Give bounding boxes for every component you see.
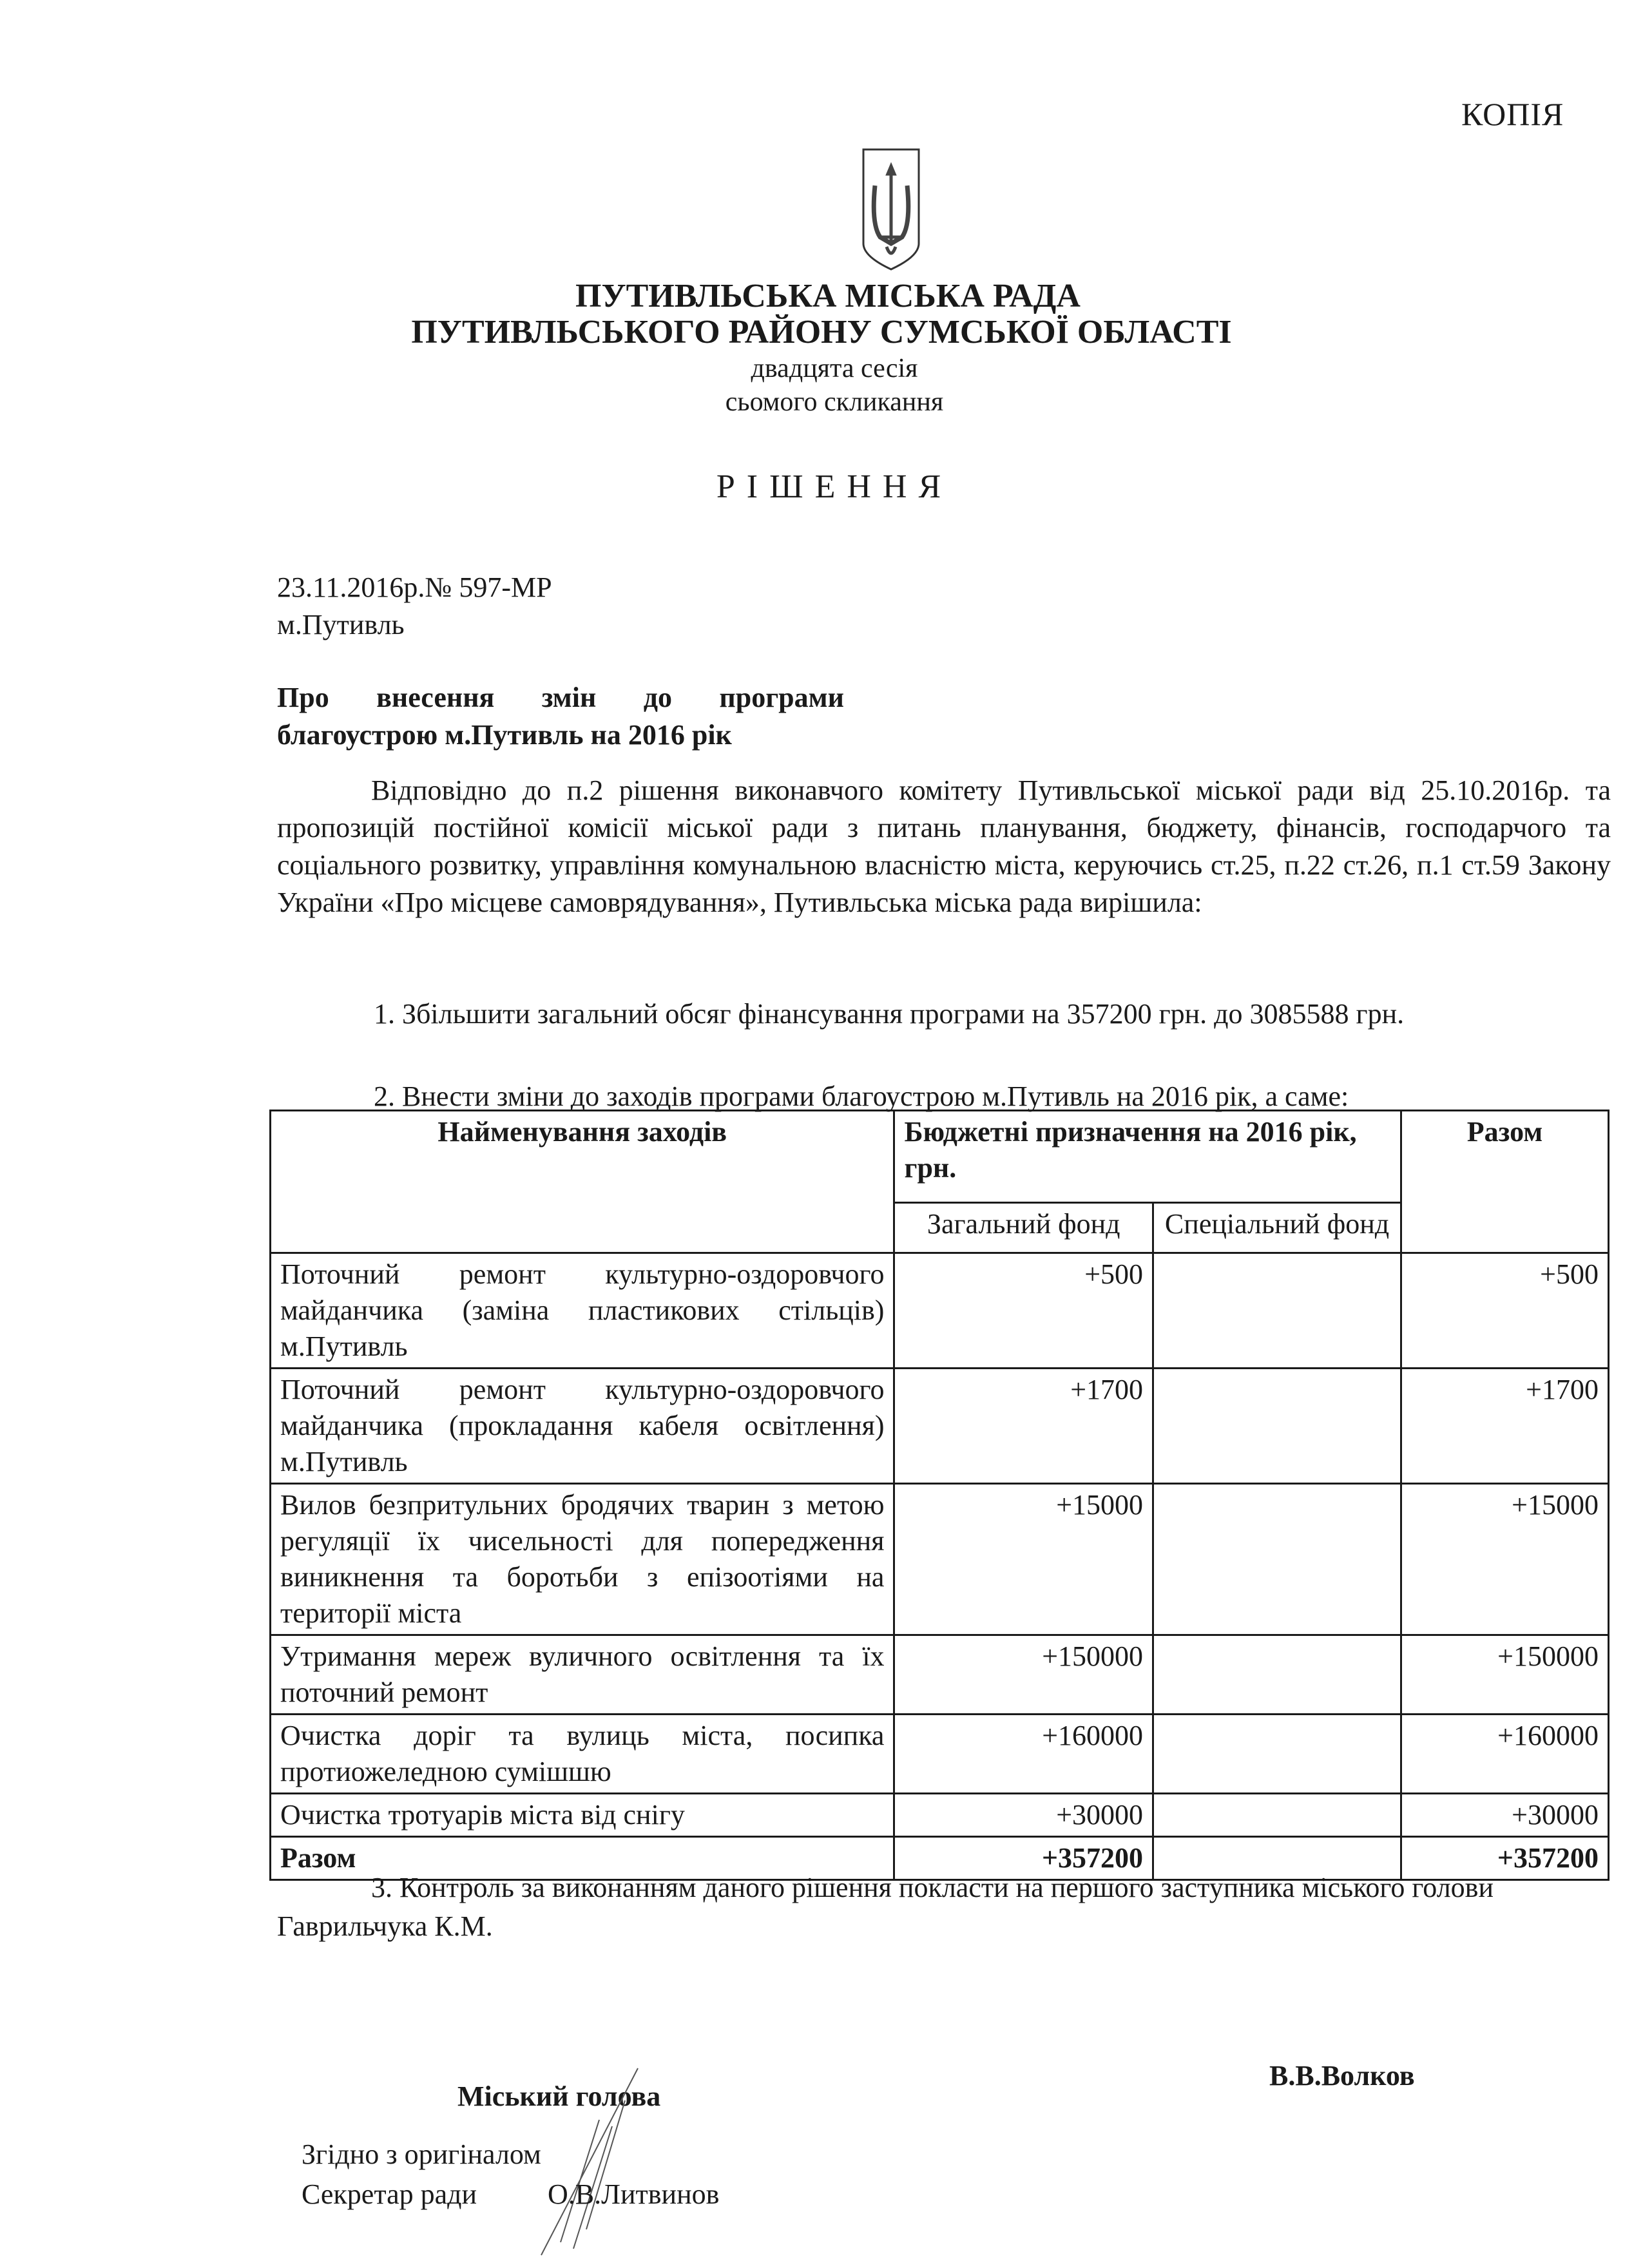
total-total: +357200	[1401, 1837, 1609, 1880]
decision-item-2: 2. Внести зміни до заходів програми благоустрою м.Путивль на 2016 рік, а саме:	[374, 1081, 1349, 1112]
table-row	[271, 1253, 1609, 1369]
copy-mark: КОПІЯ	[1461, 96, 1564, 132]
certified-copy-note: Згідно з оригіналом	[302, 2138, 541, 2170]
header-total: Разом	[1401, 1111, 1609, 1253]
subject-word: змін	[541, 682, 597, 713]
convocation: сьомого скликання	[725, 387, 944, 417]
table-row	[271, 1794, 1609, 1837]
document-type-title: РІШЕННЯ	[716, 468, 953, 505]
header-name: Найменування заходів	[271, 1111, 894, 1253]
header-special-fund: Спеціальний фонд	[1153, 1203, 1401, 1253]
city: м.Путивль	[277, 609, 405, 640]
ukraine-trident-emblem-icon	[861, 147, 921, 272]
row-general: +30000	[894, 1794, 1153, 1837]
row-special	[1153, 1794, 1401, 1837]
secretary-name: О.В.Литвинов	[548, 2178, 720, 2210]
row-special	[1153, 1484, 1401, 1635]
header-budget: Бюджетні призначення на 2016 рік, грн.	[894, 1111, 1401, 1203]
row-total: +1700	[1401, 1369, 1609, 1484]
decision-subject	[277, 679, 844, 754]
subject-word: програми	[719, 682, 844, 713]
header-general-fund: Загальний фонд	[894, 1203, 1153, 1253]
decision-item-1: 1. Збільшити загальний обсяг фінансування програми на 357200 грн. до 3085588 грн.	[374, 998, 1405, 1030]
row-total: +15000	[1401, 1484, 1609, 1635]
row-special	[1153, 1635, 1401, 1715]
row-special	[1153, 1715, 1401, 1794]
date-and-number: 23.11.2016р.№ 597-МР	[277, 572, 552, 603]
total-general: +357200	[894, 1837, 1153, 1880]
table-row	[271, 1484, 1609, 1635]
row-total: +150000	[1401, 1635, 1609, 1715]
row-name: Вилов безпритульних бродячих тварин з метою регуляції їх чисельності для попередження виникнення та боротьби з епізоотіями на території міста	[271, 1484, 894, 1635]
subject-word: Про	[277, 682, 329, 713]
row-total: +30000	[1401, 1794, 1609, 1837]
row-general: +150000	[894, 1635, 1153, 1715]
total-label: Разом	[271, 1837, 894, 1880]
budget-changes-table	[269, 1110, 1609, 1881]
row-name: Очистка доріг та вулиць міста, посипка протиожеледною сумішшю	[271, 1715, 894, 1794]
org-name-line2: ПУТИВЛЬСЬКОГО РАЙОНУ СУМСЬКОЇ ОБЛАСТІ	[411, 314, 1232, 351]
row-special	[1153, 1253, 1401, 1369]
decision-item-3: 3. Контроль за виконанням даного рішення покласти на першого заступника міського голови Гаврильчука К.М.	[277, 1872, 1494, 1942]
table-header-row	[271, 1111, 1609, 1203]
row-general: +500	[894, 1253, 1153, 1369]
row-name: Поточний ремонт культурно-оздоровчого майданчика (заміна пластикових стільців) м.Путивль	[271, 1253, 894, 1369]
row-total: +160000	[1401, 1715, 1609, 1794]
table-row	[271, 1715, 1609, 1794]
row-name: Очистка тротуарів міста від снігу	[271, 1794, 894, 1837]
row-total: +500	[1401, 1253, 1609, 1369]
row-general: +15000	[894, 1484, 1153, 1635]
subject-line2: благоустрою м.Путивль на 2016 рік	[277, 719, 732, 751]
session: двадцята сесія	[751, 354, 918, 383]
mayor-title: Міський голова	[457, 2081, 661, 2112]
row-general: +1700	[894, 1369, 1153, 1484]
subject-word: до	[643, 682, 672, 713]
mayor-name: В.В.Волков	[1269, 2060, 1415, 2091]
row-general: +160000	[894, 1715, 1153, 1794]
secretary-title: Секретар ради	[302, 2178, 477, 2210]
table-row	[271, 1635, 1609, 1715]
row-special	[1153, 1369, 1401, 1484]
org-name-line1: ПУТИВЛЬСЬКА МІСЬКА РАДА	[575, 278, 1081, 314]
subject-word: внесення	[376, 682, 495, 713]
table-row	[271, 1369, 1609, 1484]
preamble-paragraph: Відповідно до п.2 рішення виконавчого комітету Путивльської міської ради від 25.10.2016р. та пропозицій постійної комісії міської ради з питань планування, бюджету, фінансів, господарчого та соціального розвитку, управління комунальною власністю міста, керуючись ст.25, п.22 ст.26, п.1 ст.59 Закону України «Про місцеве самоврядування», Путивльська міська рада вирішила:	[277, 774, 1611, 918]
row-name: Поточний ремонт культурно-оздоровчого майданчика (прокладання кабеля освітлення) м.Путивль	[271, 1369, 894, 1484]
row-name: Утримання мереж вуличного освітлення та їх поточний ремонт	[271, 1635, 894, 1715]
